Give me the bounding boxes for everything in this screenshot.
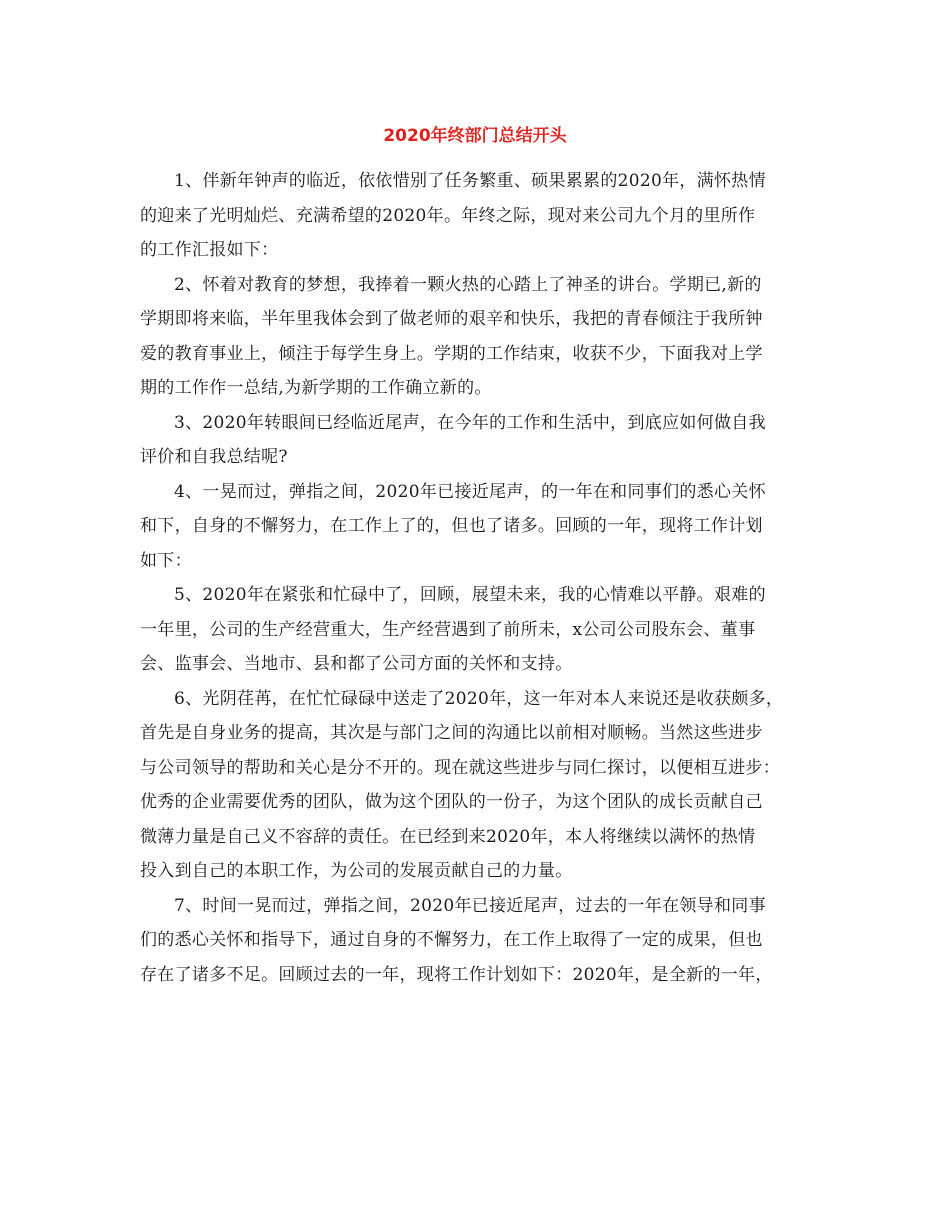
paragraph-1: 1、伴新年钟声的临近，依依惜别了任务繁重、硕果累累的2020年，满怀热情 的迎来了光明灿烂、充满希望的2020年。年终之际，现对来公司九个月的里所作 的工作汇报如下： [140,171,766,260]
paragraph-2: 2、怀着对教育的梦想，我捧着一颗火热的心踏上了神圣的讲台。学期已,新的 学期即将来临，半年里我体会到了做老师的艰辛和快乐，我把的青春倾注于我所钟 爱的教育事业上，倾注于每学生身上。学期的工作结束，收获不少，下面我对上学 期的工作作一总结,为新学期的工作确立新的。 [140,274,763,398]
paragraph-3: 3、2020年转眼间已经临近尾声，在今年的工作和生活中，到底应如何做自我 评价和自我总结呢? [140,412,766,467]
document-title: 2020年终部门总结开头 [383,126,567,146]
document-body [140,164,830,992]
paragraph-5: 5、2020年在紧张和忙碌中了，回顾，展望未来，我的心情难以平静。艰难的 一年里，公司的生产经营重大，生产经营遇到了前所未，x公司公司股东会、董事 会、监事会、当地市、县和都了公司方面的关怀和支持。 [140,585,766,674]
paragraph-7: 7、时间一晃而过，弹指之间，2020年已接近尾声，过去的一年在领导和同事 们的悉心关怀和指导下，通过自身的不懈努力，在工作上取得了一定的成果，但也 存在了诸多不足。回顾过去的一年，现将工作计划如下：2020年，是全新的一年， [140,895,773,985]
paragraph-4: 4、一晃而过，弹指之间，2020年已接近尾声，的一年在和同事们的悉心关怀 和下，自身的不懈努力，在工作上了的，但也了诸多。回顾的一年，现将工作计划 如下： [140,481,766,571]
paragraph-6: 6、光阴荏苒，在忙忙碌碌中送走了2020年，这一年对本人来说还是收获颇多， 首先是自身业务的提高，其次是与部门之间的沟通比以前相对顺畅。当然这些进步 与公司领导的帮助和关心是分不开的。现在就这些进步与同仁探讨，以便相互进步： 优秀的企业需要优秀的团队，做为这个团队的一份子，为这个团队的成长贡献自己 微薄力量是自己义不容辞的责任。在已经到来2020年，本人将继续以满怀的热情 投入到自己的本职工作，为公司的发展贡献自己的力量。 [140,688,784,881]
